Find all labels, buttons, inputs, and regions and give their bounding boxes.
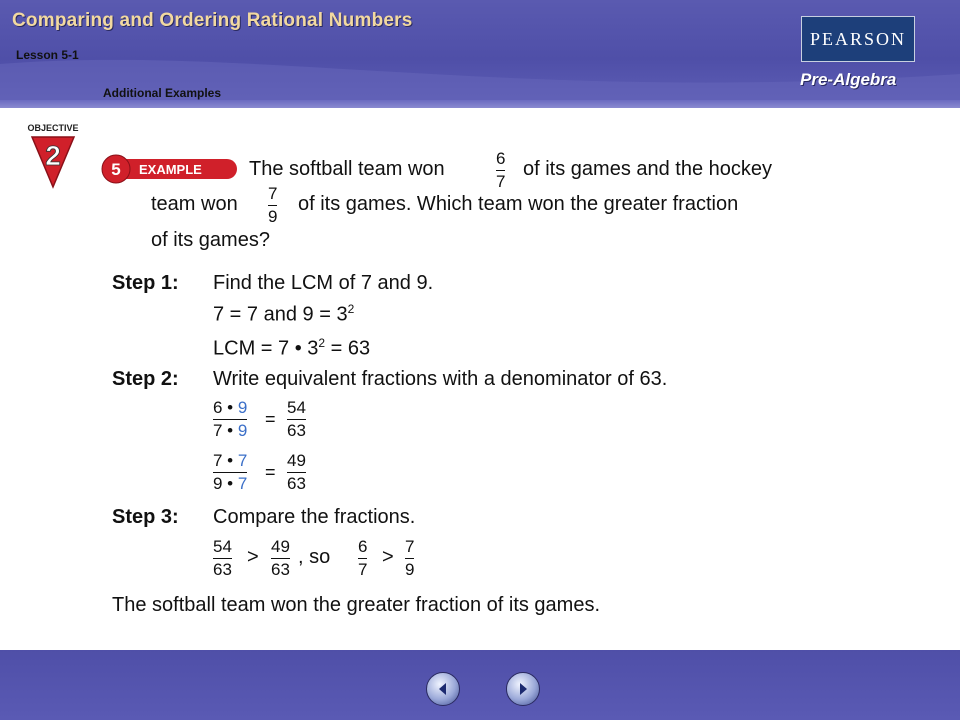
fraction-numerator: 6: [496, 149, 506, 168]
step3-text: Compare the fractions.: [213, 506, 416, 528]
problem-line3: of its games?: [151, 229, 270, 251]
compare-fraction: 6 7: [358, 537, 368, 579]
compare-fraction: 49 63: [271, 537, 290, 579]
header-bottom-stripe: [0, 100, 960, 108]
objective-shield-icon: [18, 133, 88, 193]
step1-lcm: LCM = 7 • $3^2 = 63$: [213, 336, 371, 360]
equivalent-fraction-rhs: 54 63: [287, 398, 306, 440]
fraction-seven-ninths: [268, 184, 277, 227]
step1-text: Find the LCM of 7 and 9.: [213, 272, 434, 294]
fraction-denominator: 7: [496, 172, 506, 191]
equals-sign: =: [265, 462, 276, 482]
objective-label: OBJECTIVE: [27, 123, 79, 133]
pearson-logo: PEARSON: [801, 16, 915, 62]
next-button[interactable]: [506, 672, 540, 706]
footer-bar: [0, 650, 960, 720]
course-label: Pre-Algebra: [800, 70, 897, 89]
greater-than-sign: >: [247, 546, 259, 568]
equivalent-fraction-lhs: 6 • 9 7 • 9: [213, 398, 248, 440]
equals-sign: =: [265, 409, 276, 429]
step2-text: Write equivalent fractions with a denominator of 63.: [213, 368, 668, 390]
problem-line2-b: of its games. Which team won the greater fraction: [298, 193, 739, 215]
step2-label: Step 2:: [112, 368, 179, 390]
compare-fraction: 7 9: [405, 537, 415, 579]
so-text: , so: [298, 546, 331, 568]
previous-button[interactable]: [426, 672, 460, 706]
fraction-denominator: 9: [268, 207, 278, 226]
problem-line1-b: of its games and the hockey: [523, 158, 773, 180]
compare-fraction: 54 63: [213, 537, 232, 579]
arrow-right-icon: [515, 681, 531, 697]
problem-line2-a: team won: [151, 193, 238, 215]
example-number: 5: [111, 160, 121, 179]
section-label: Additional Examples: [103, 86, 222, 100]
step3-label: Step 3:: [112, 506, 179, 528]
greater-than-sign: >: [382, 546, 394, 568]
objective-number: 2: [45, 140, 61, 171]
arrow-left-icon: [435, 681, 451, 697]
problem-line1-a: The softball team won: [249, 158, 445, 180]
fraction-six-sevenths: [496, 149, 505, 192]
equivalent-fraction-lhs: 7 • 7 9 • 7: [213, 451, 248, 493]
step1-label: Step 1:: [112, 272, 179, 294]
exponent: 2: [347, 302, 355, 316]
exponent: 2: [318, 336, 326, 350]
fraction-numerator: 7: [268, 184, 278, 203]
objective-badge: [18, 123, 88, 193]
equivalent-fraction-rhs: 49 63: [287, 451, 306, 493]
lesson-label: Lesson 5-1: [16, 48, 79, 62]
page-title: Comparing and Ordering Rational Numbers: [12, 10, 413, 31]
step1-factorization: 7 = 7 and $9 = 3^2$: [213, 302, 355, 326]
example-label: EXAMPLE: [139, 162, 202, 177]
conclusion-text: The softball team won the greater fraction of its games.: [112, 594, 601, 616]
example-badge: [101, 154, 237, 184]
